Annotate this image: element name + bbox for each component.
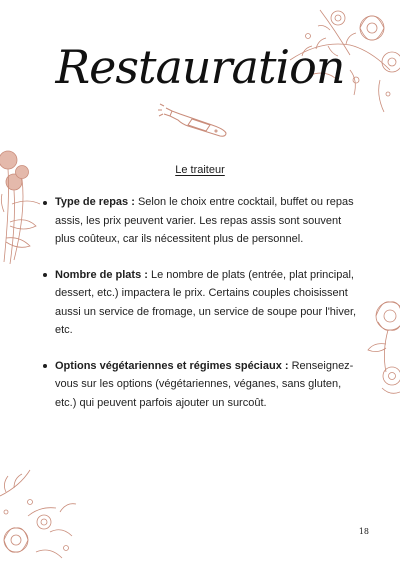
list-item: [40, 266, 362, 340]
list-item: [40, 357, 362, 413]
list-item-term: Nombre de plats :: [55, 268, 148, 281]
list-item: [40, 193, 362, 249]
bullet-icon: [43, 201, 47, 205]
list-item-text: Renseignez-vous sur les options (végétariennes, véganes, sans gluten, etc.) qui peuvent parfois ajouter un surcoût.: [55, 359, 354, 409]
section-subtitle: Le traiteur: [175, 164, 225, 176]
list-item-term: Options végétariennes et régimes spéciaux :: [55, 359, 289, 372]
bullet-icon: [43, 273, 47, 277]
list-item-text: Le nombre de plats (entrée, plat principal, dessert, etc.) impactera le prix. Certains couples choisissent aussi un service de fromage, un service de soupe pour l'hiver, etc.: [55, 268, 357, 336]
list-item-term: Type de repas :: [55, 196, 135, 208]
floral-bottom-decoration: [0, 456, 82, 566]
page-title: Restauration: [55, 40, 345, 94]
champagne-bottle-icon: [158, 103, 238, 141]
page-number: 18: [358, 527, 369, 536]
bullet-icon: [43, 364, 47, 368]
bullet-list: [40, 193, 362, 429]
list-item-text: Selon le choix entre cocktail, buffet ou repas assis, les prix peuvent varier. Les repas assis sont souvent plus coûteux, car ils nécessitent plus de personnel.: [55, 196, 354, 245]
